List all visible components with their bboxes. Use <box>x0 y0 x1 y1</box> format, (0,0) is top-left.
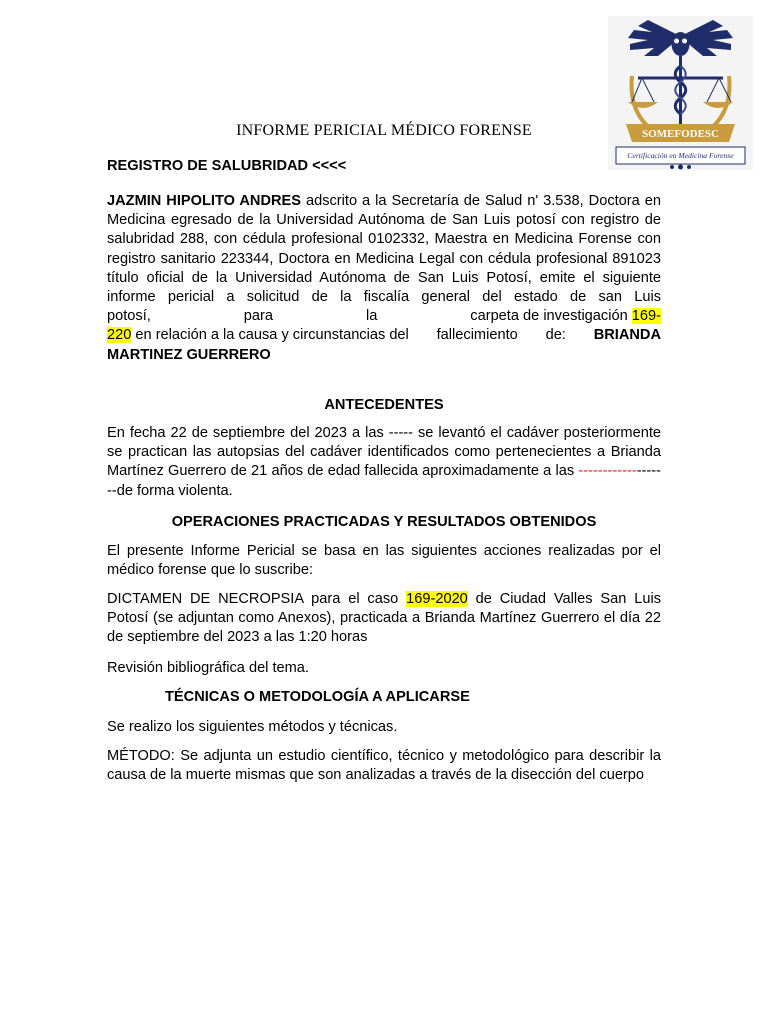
antecedentes-red-dashes: ------------ <box>578 463 637 480</box>
intro-word-de: de: <box>545 327 566 344</box>
logo-tagline: Certificación en Medicina Forense <box>627 151 734 160</box>
logo-emblem-icon <box>608 16 753 170</box>
victim-name-part-1: BRIANDA <box>593 327 661 344</box>
intro-line-relacion <box>107 326 661 345</box>
registro-heading: REGISTRO DE SALUBRIDAD <<<< <box>107 158 347 174</box>
intro-word-potosi: potosí, <box>107 308 151 325</box>
intro-line-carpeta <box>107 307 661 326</box>
intro-paragraph <box>107 192 661 365</box>
antecedentes-text-end: -------de forma violenta. <box>107 463 661 499</box>
expert-name: JAZMIN HIPOLITO ANDRES <box>107 193 301 209</box>
antecedentes-heading: ANTECEDENTES <box>324 397 444 413</box>
tecnicas-heading: TÉCNICAS O METODOLOGÍA A APLICARSE <box>165 689 470 705</box>
dictamen-text: DICTAMEN DE NECROPSIA para el caso <box>107 591 407 607</box>
metodo-paragraph: MÉTODO: Se adjunta un estudio científico, técnico y metodológico para describir la causa de la muerte mismas que son analizadas a través de la disección del cuerpo <box>107 748 661 784</box>
document-title: INFORME PERICIAL MÉDICO FORENSE <box>236 122 532 139</box>
case-number-part-1: 169- <box>631 308 661 325</box>
logo-name: SOMEFODESC <box>641 128 719 140</box>
intro-word-fallecimiento: fallecimiento <box>436 327 518 344</box>
operaciones-paragraph: El presente Informe Pericial se basa en las siguientes acciones realizadas por el médico forense que lo suscribe: <box>107 543 661 579</box>
intro-word-carpeta: carpeta de investigación <box>470 308 628 325</box>
antecedentes-text: En fecha 22 de septiembre del 2023 a las ----- se levantó el cadáver posteriormente se practican las autopsias del cadáver identificados como pertenecientes a Brianda Martínez Guerrero de 21 años de edad fallecida aproximadamente a las <box>107 425 661 480</box>
somefodesc-logo <box>608 16 753 170</box>
dictamen-text-end: de Ciudad Valles San Luis Potosí (se adjuntan como Anexos), practicada a Brianda Martínez Guerrero el día 22 de septiembre del 2023 a las 1:20 horas <box>107 591 662 646</box>
intro-body <box>107 192 661 307</box>
tecnicas-text: Se realizo los siguientes métodos y técnicas. <box>107 719 398 735</box>
intro-relacion-text: en relación a la causa y circunstancias del <box>131 327 409 344</box>
antecedentes-paragraph <box>107 424 661 501</box>
operaciones-heading: OPERACIONES PRACTICADAS Y RESULTADOS OBTENIDOS <box>171 514 597 530</box>
intro-word-la: la <box>365 308 378 325</box>
victim-name-part-2: MARTINEZ GUERRERO <box>107 346 271 363</box>
intro-text: adscrito a la Secretaría de Salud n' 3.538, Doctora en Medicina egresado de la Universidad Autónoma de San Luis potosí con registro de salubridad 288, con cédula profesional 0102332, Maestra en Medicina Forense con registro sanitario 223344, Doctora en Medicina Legal con cédula profesional 891023 título oficial de la Universidad Autónoma de San Luis Potosí, emite el siguiente informe pericial a solicitud de la fiscalía general del estado de san Luis <box>107 193 661 306</box>
dictamen-paragraph <box>107 590 661 648</box>
dictamen-case-number: 169-2020 <box>406 591 468 607</box>
intro-word-para: para <box>243 308 273 325</box>
revision-line: Revisión bibliográfica del tema. <box>107 660 309 676</box>
case-number-part-2: 220 <box>107 327 132 344</box>
